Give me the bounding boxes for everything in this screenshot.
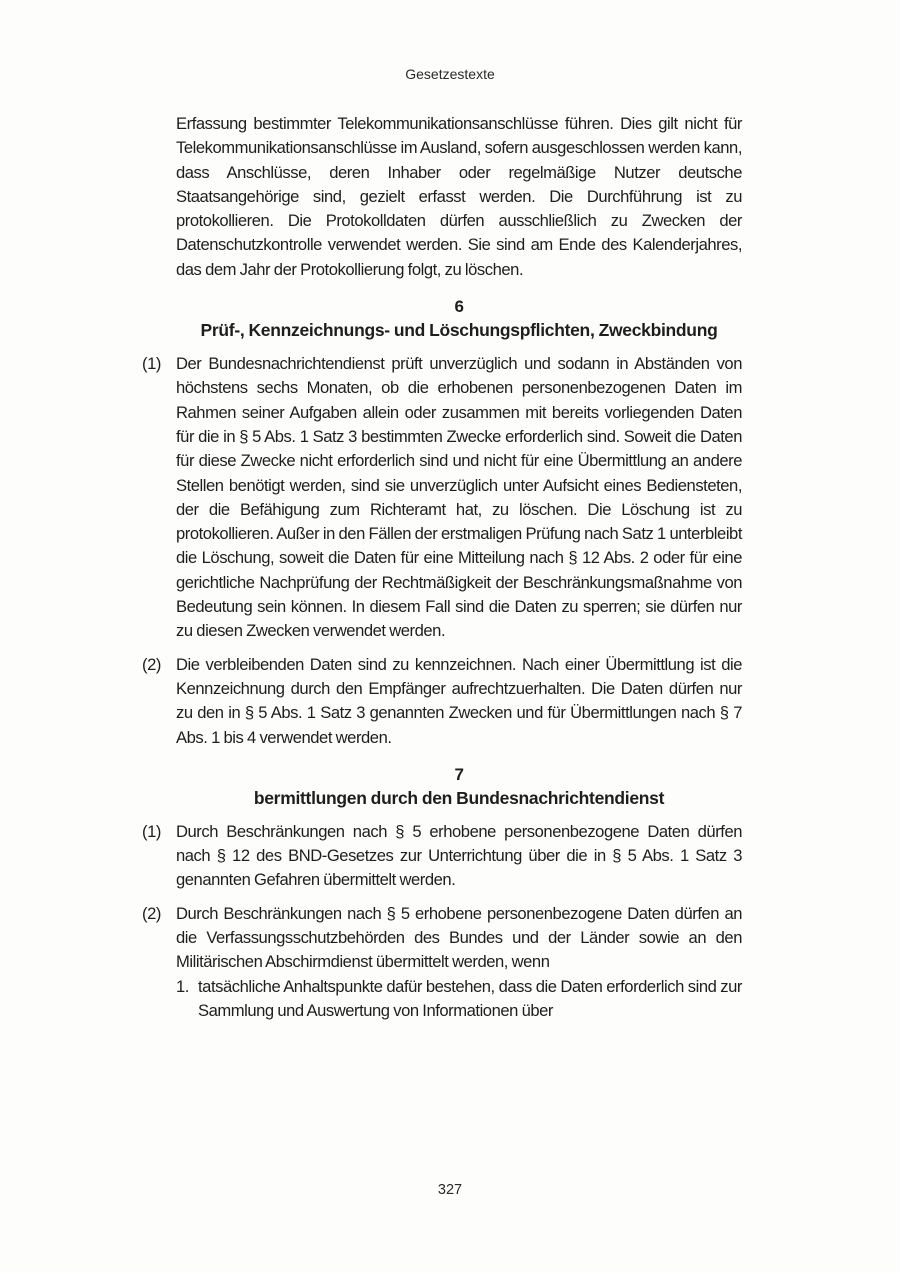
list-item [176,975,742,1024]
list-item-label: 1. [176,976,189,996]
section-7 [142,764,742,1023]
intro-paragraph: Erfassung bestimmter Telekommunikationsanschlüsse führen. Dies gilt nicht für Telekommunikationsanschlüsse im Ausland, sofern ausgeschlossen werden kann, dass Anschlüsse, deren Inhaber oder regelmäßige Nutzer deutsche Staatsangehörige sind, gezielt erfasst werden. Die Durchführung ist zu protokollieren. Die Protokolldaten dürfen ausschließlich zu Zwecken der Datenschutzkontrolle verwendet werden. Sie sind am Ende des Kalenderjahres, das dem Jahr der Protokollierung folgt, zu löschen. [176,114,742,279]
page-number: 327 [437,1182,463,1198]
section-title: bermittlungen durch den Bundesnachrichtendienst [253,787,665,808]
paragraph-label: (1) [142,354,161,374]
paragraph [142,820,742,893]
paragraph-label: (2) [142,654,161,674]
section-6 [142,296,742,750]
section-number: 6 [454,297,464,317]
document-body [142,112,742,1032]
paragraph-text: Die verbleibenden Daten sind zu kennzeichnen. Nach einer Übermittlung ist die Kennzeichnung durch den Empfänger aufrechtzuerhalten. Die Daten dürfen nur zu den in § 5 Abs. 1 Satz 3 genannten Zwecken und für Übermittlungen nach § 7 Abs. 1 bis 4 verwendet werden. [176,654,742,747]
paragraph-text: Durch Beschränkungen nach § 5 erhobene personenbezogene Daten dürfen an die Verfassungsschutzbehörden des Bundes und der Länder sowie an den Militärischen Abschirmdienst übermittelt werden, wenn [176,903,742,972]
running-head: Gesetzestexte [405,66,495,82]
paragraph-text: Durch Beschränkungen nach § 5 erhobene personenbezogene Daten dürfen nach § 12 des BND-Gesetzes zur Unterrichtung über die in § 5 Abs. 1 Satz 3 genannten Gefahren übermittelt werden. [176,821,742,890]
paragraph [142,352,742,644]
list-item-text: tatsächliche Anhaltspunkte dafür bestehen, dass die Daten erforderlich sind zur Sammlung und Auswertung von Informationen über [198,976,742,1020]
paragraph-label: (2) [142,903,161,923]
paragraph-label: (1) [142,821,161,841]
section-title: Prüf-, Kennzeichnungs- und Löschungspflichten, Zweckbindung [200,320,718,341]
section-number: 7 [454,764,464,784]
paragraph [142,653,742,750]
paragraph-text: Der Bundesnachrichtendienst prüft unverzüglich und sodann in Abständen von höchstens sechs Monaten, ob die erhobenen personenbezogenen Daten im Rahmen seiner Aufgaben allein oder zusammen mit bereits vorliegenden Daten für die in § 5 Abs. 1 Satz 3 bestimmten Zwecke erforderlich sind. Soweit die Daten für diese Zwecke nicht erforderlich sind und nicht für eine Übermittlung an andere Stellen benötigt werden, sind sie unverzüglich unter Aufsicht eines Bediensteten, der die Befähigung zum Richteramt hat, zu löschen. Die Löschung ist zu protokollieren. Außer in den Fällen der erstmaligen Prüfung nach Satz 1 unterbleibt die Löschung, soweit die Daten für eine Mitteilung nach § 12 Abs. 2 oder für eine gerichtliche Nachprüfung der Rechtmäßigkeit der Beschränkungsmaßnahme von Bedeutung sein können. In diesem Fall sind die Daten zu sperren; sie dürfen nur zu diesen Zwecken verwendet werden. [176,354,742,641]
paragraph [142,902,742,1023]
